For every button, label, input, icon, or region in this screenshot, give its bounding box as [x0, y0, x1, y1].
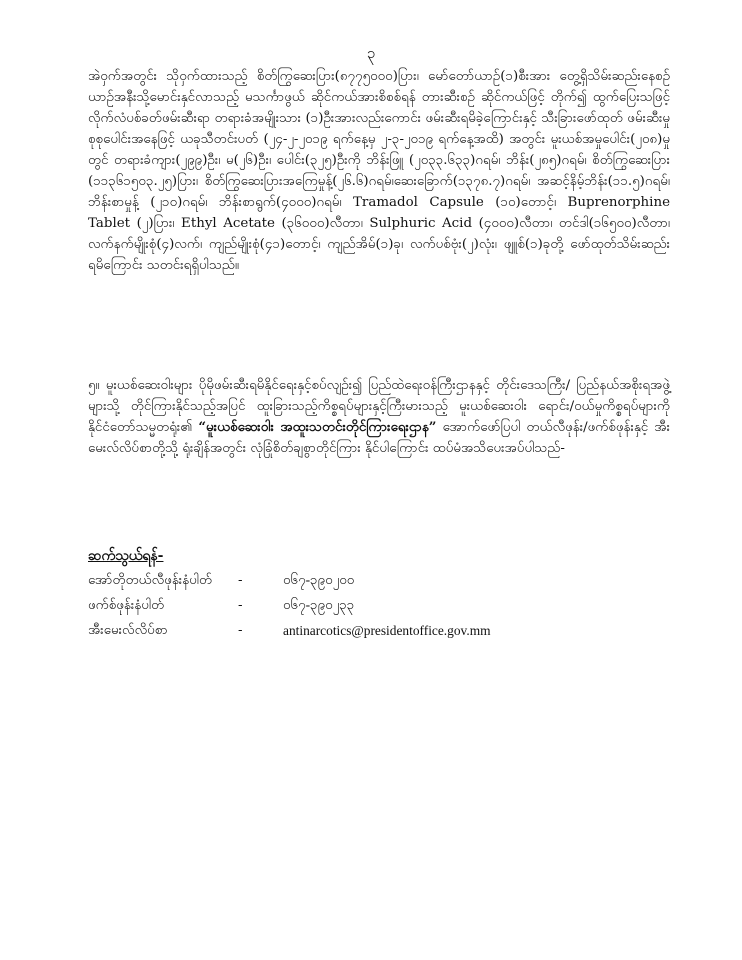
contact-label: အီးမေးလ်လိပ်စာ	[88, 622, 168, 638]
hotline-department-name: “မူးယစ်ဆေးဝါး အထူးသတင်းတိုင်ကြားရေးဌာန”	[198, 419, 437, 435]
page-number: ၃	[366, 44, 376, 62]
contact-separator: -	[238, 573, 243, 588]
contact-row-email	[88, 618, 491, 643]
contact-row-fax	[88, 593, 491, 618]
phone-number: ၀၆၇-၃၉၀၂၀၀	[283, 571, 355, 587]
contact-row-phone	[88, 568, 491, 593]
contact-separator: -	[238, 598, 243, 613]
paragraph-reporting-notice-start: ၅။ မူးယစ်ဆေးဝါးများ ပိုမိုဖမ်းဆီးရမိနိုင်ရေးနှင့်စပ်လျဉ်း၍ ပြည်ထဲရေးဝန်ကြီးဌာနနှင့် တိုင်းဒေသကြီး/ ပြည်နယ်အစိုးရအဖွဲ့များသို့ တိုင်ကြားနိုင်သည့်အပြင် ထူးခြားသည့်ကိစ္စရပ်များနှင့်ကြီးမားသည့် မူးယစ်ဆေးဝါး ရောင်း/ဝယ်မှုကိစ္စရပ်များကို နိုင်ငံတော်သမ္မတရုံး၏	[88, 378, 670, 435]
email-address[interactable]: antinarcotics@presidentoffice.gov.mm	[283, 622, 491, 638]
paragraph-reporting-notice-end: အောက်ဖော်ပြပါ တယ်လီဖုန်း/ဖက်စ်ဖုန်းနှင့် အီးမေးလ်လိပ်စာတို့သို့ ရုံးချိန်အတွင်း လုံခြုံစိတ်ချစွာတိုင်ကြား နိုင်ပါကြောင်း ထပ်မံအသိပေးအပ်ပါသည်-	[88, 420, 670, 456]
contact-label: အော်တိုတယ်လီဖုန်းနံပါတ်	[88, 572, 213, 588]
paragraph-seizure-report: အဲဝှက်အတွင်း သိုဝှက်ထားသည့် စိတ်ကြွဆေးပြား(၈၇၇၅၀၀၀)ပြား၊ မော်တော်ယာဉ်(၁)စီးအား တွေ့ရှိသိမ်းဆည်းနေစဉ် ယာဉ်အနီးသို့မောင်းနှင်လာသည့် မသင်္ကာဖွယ် ဆိုင်ကယ်အားစိစစ်ရန် တားဆီးစဉ် ဆိုင်ကယ်ဖြင့် တိုက်၍ ထွက်ပြေးသဖြင့် လိုက်လံပစ်ခတ်ဖမ်းဆီးရာ တရားခံအမျိုးသား (၁)ဦးအားလည်းကောင်း ဖမ်းဆီးရမိခဲ့ကြောင်းနှင့် သီးခြားဖော်ထုတ် ဖမ်းဆီးမှု စုစုပေါင်းအနေဖြင့် ယခုသီတင်းပတ် (၂၄-၂-၂၀၁၉ ရက်နေ့မှ ၂-၃-၂၀၁၉ ရက်နေ့အထိ) အတွင်း မူးယစ်အမှုပေါင်း(၂၀၈)မှုတွင် တရားခံကျား(၂၉၉)ဦး၊ မ(၂၆)ဦး၊ ပေါင်း(၃၂၅)ဦးကို ဘိန်းဖြူ (၂၀၃၃.၆၃၃)ဂရမ်၊ ဘိန်း(၂၈၅)ဂရမ်၊ စိတ်ကြွဆေးပြား (၁၁၃၆၁၅၀၃.၂၅)ပြား၊ စိတ်ကြွဆေးပြားအကြေမှုန့်(၂၆.၆)ဂရမ်၊ဆေးခြောက်(၁၃၇၈.၇)ဂရမ်၊ အဆင့်နိမ့်ဘိန်း(၁၁.၅)ဂရမ်၊ ဘိန်းစာမှုန့် (၂၁၀)ဂရမ်၊ ဘိန်းစာရွက်(၄၀၀၀)ဂရမ်၊ Tramadol Capsule (၁၀)တောင့်၊ Buprenorphine Tablet (၂)ပြား၊ Ethyl Acetate (၃၆၀၀၀)လီတာ၊ Sulphuric Acid (၄၀၀၀)လီတာ၊ တင်ဒါ(၁၆၅၀၀)လီတာ၊ လက်နက်မျိုးစုံ(၄)လက်၊ ကျည်မျိုးစုံ(၄၁)တောင့်၊ ကျည်အိမ်(၁)ခု၊ လက်ပစ်ဗုံး(၂)လုံး၊ ဖျူစ်(၁)ခုတို့ ဖော်ထုတ်သိမ်းဆည်း ရမိကြောင်း သတင်းရရှိပါသည်။	[88, 69, 670, 273]
fax-number: ၀၆၇-၃၉၀၂၃၃	[283, 596, 355, 612]
contact-table	[88, 568, 491, 643]
contact-label: ဖက်စ်ဖုန်းနံပါတ်	[88, 597, 165, 613]
contact-separator: -	[238, 623, 243, 638]
contact-heading: ဆက်သွယ်ရန်-	[88, 548, 164, 564]
paragraph-reporting-notice	[88, 375, 670, 459]
